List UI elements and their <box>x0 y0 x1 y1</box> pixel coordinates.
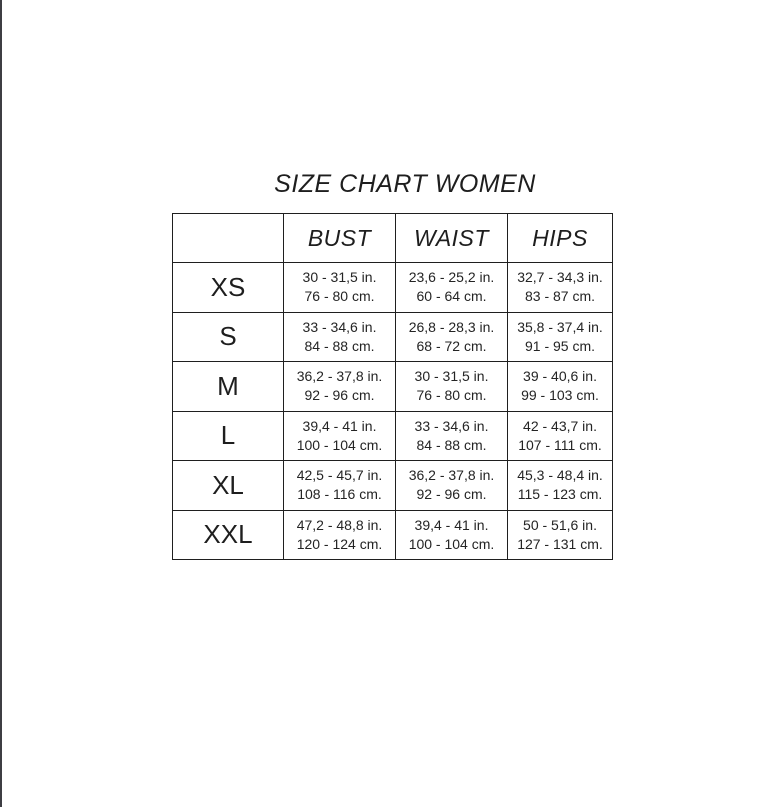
bust-cm: 100 - 104 cm. <box>296 436 383 453</box>
column-header-hips: HIPS <box>508 214 613 263</box>
waist-inches: 39,4 - 41 in. <box>414 516 489 533</box>
column-header-waist: WAIST <box>396 214 508 263</box>
bust-cell <box>284 362 396 412</box>
size-cell: XL <box>173 461 284 511</box>
waist-cm: 76 - 80 cm. <box>416 387 487 404</box>
waist-inches: 23,6 - 25,2 in. <box>408 269 495 286</box>
hips-cell <box>508 510 613 560</box>
bust-inches: 39,4 - 41 in. <box>302 417 377 434</box>
size-cell: L <box>173 411 284 461</box>
waist-cell <box>396 411 508 461</box>
hips-cm: 127 - 131 cm. <box>517 535 603 552</box>
hips-inches: 42 - 43,7 in. <box>523 417 597 434</box>
bust-inches: 30 - 31,5 in. <box>302 269 377 286</box>
waist-cell <box>396 312 508 362</box>
table-row-xl <box>173 461 613 511</box>
hips-inches: 35,8 - 37,4 in. <box>517 318 603 335</box>
bust-cm: 108 - 116 cm. <box>297 486 382 503</box>
waist-cm: 92 - 96 cm. <box>416 486 487 503</box>
hips-cm: 115 - 123 cm. <box>517 486 603 503</box>
hips-cell <box>508 312 613 362</box>
waist-cm: 60 - 64 cm. <box>416 288 487 305</box>
hips-inches: 50 - 51,6 in. <box>523 516 597 533</box>
waist-inches: 36,2 - 37,8 in. <box>408 467 495 484</box>
waist-cell <box>396 510 508 560</box>
bust-cm: 92 - 96 cm. <box>304 387 375 404</box>
bust-inches: 33 - 34,6 in. <box>302 318 377 335</box>
hips-inches: 39 - 40,6 in. <box>523 368 597 385</box>
column-header-size-blank <box>173 214 284 263</box>
waist-inches: 33 - 34,6 in. <box>414 417 489 434</box>
left-edge-artifact-line <box>0 0 2 807</box>
hips-cm: 91 - 95 cm. <box>524 337 596 354</box>
table-row-l <box>173 411 613 461</box>
bust-cell <box>284 510 396 560</box>
hips-cell <box>508 263 613 313</box>
waist-cell <box>396 362 508 412</box>
column-header-bust: BUST <box>284 214 396 263</box>
size-cell: XXL <box>173 510 284 560</box>
hips-cell <box>508 411 613 461</box>
bust-inches: 47,2 - 48,8 in. <box>296 516 383 533</box>
table-row-xxl <box>173 510 613 560</box>
size-cell: XS <box>173 263 284 313</box>
waist-inches: 26,8 - 28,3 in. <box>408 318 495 335</box>
bust-cell <box>284 312 396 362</box>
waist-cm: 84 - 88 cm. <box>416 436 487 453</box>
hips-cm: 83 - 87 cm. <box>524 288 596 305</box>
table-row-m <box>173 362 613 412</box>
table-row-xs <box>173 263 613 313</box>
bust-cm: 84 - 88 cm. <box>304 337 375 354</box>
bust-cell <box>284 461 396 511</box>
bust-cm: 120 - 124 cm. <box>296 535 383 552</box>
size-chart-table <box>172 213 613 560</box>
waist-cm: 68 - 72 cm. <box>416 337 487 354</box>
hips-cm: 99 - 103 cm. <box>521 387 599 404</box>
bust-cm: 76 - 80 cm. <box>304 288 375 305</box>
waist-cm: 100 - 104 cm. <box>408 535 495 552</box>
bust-cell <box>284 263 396 313</box>
size-cell: S <box>173 312 284 362</box>
bust-cell <box>284 411 396 461</box>
bust-inches: 42,5 - 45,7 in. <box>296 467 383 484</box>
page-title: SIZE CHART WOMEN <box>274 170 536 198</box>
table-row-s <box>173 312 613 362</box>
waist-cell <box>396 461 508 511</box>
hips-inches: 32,7 - 34,3 in. <box>517 269 603 286</box>
hips-cell <box>508 461 613 511</box>
hips-cm: 107 - 111 cm. <box>518 436 602 453</box>
waist-inches: 30 - 31,5 in. <box>414 368 489 385</box>
header-row <box>173 214 613 263</box>
hips-inches: 45,3 - 48,4 in. <box>517 467 603 484</box>
waist-cell <box>396 263 508 313</box>
hips-cell <box>508 362 613 412</box>
size-cell: M <box>173 362 284 412</box>
bust-inches: 36,2 - 37,8 in. <box>296 368 383 385</box>
